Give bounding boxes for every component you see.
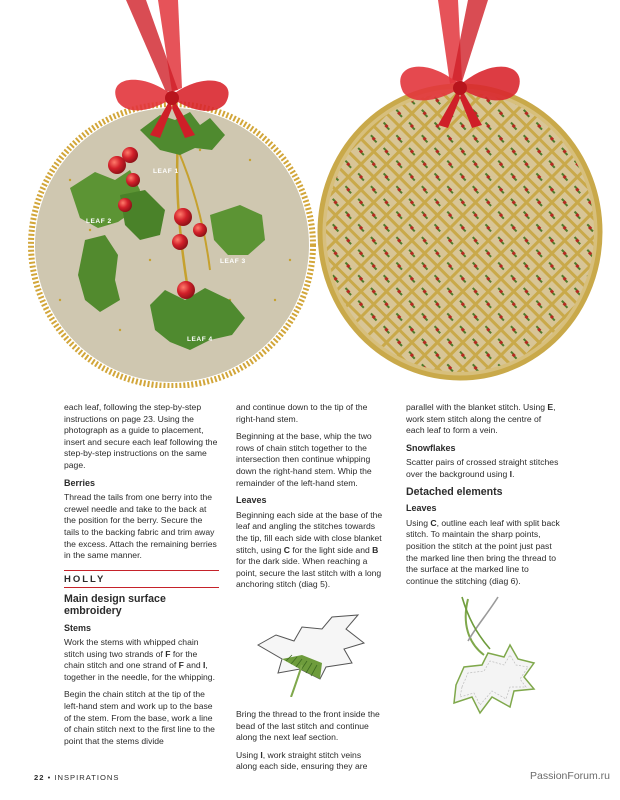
leaf-2-label: LEAF 2 (86, 218, 112, 225)
detached-leaves-heading: Leaves (406, 503, 437, 514)
holly-section-heading: HOLLY (64, 570, 219, 589)
stems-paragraph-2: Begin the chain stitch at the tip of the left-hand stem and work up to the base of the stem. From the base, work a line of chain stitch next to the first line to the point that the stems divide (64, 689, 215, 746)
column-2 (236, 402, 384, 779)
whip-paragraph: Beginning at the base, whip the two rows of chain stitch together to the intersection then continue whipping down the right-hand stem. Whip the remainder of the left-hand stem. (236, 431, 372, 488)
leaves-paragraph: Beginning each side at the base of the leaf and angling the stitches towards the tip, fill each side with close blanket stitch, using C for the light side and B for the dark side. When reaching a point, secure the last stitch with a long anchoring stitch (diag 5). (236, 509, 383, 590)
berries-paragraph: Thread the tails from one berry into the crewel needle and take to the back at the position for the berry. Secure the tails to the backing fabric and trim away the excess. Attach the remaining berries in the same manner. (64, 492, 217, 561)
ornaments-illustration (0, 0, 620, 388)
column-3 (406, 402, 562, 733)
leaf-4-label: LEAF 4 (187, 336, 213, 343)
veins-paragraph: Using I, work straight stitch veins along each side, ensuring they are (236, 749, 368, 772)
leaf-3-label: LEAF 3 (220, 258, 246, 265)
snowflakes-paragraph: Scatter pairs of crossed straight stitches over the background using I. (406, 457, 559, 479)
ornaments-photo (0, 0, 620, 388)
intro-paragraph: each leaf, following the step-by-step instructions on page 23. Using the photograph as a guide to placement, insert and secure each leaf following the step-by-step instructions on the same page. (64, 402, 218, 470)
berries-heading: Berries (64, 477, 96, 488)
diagram-5 (236, 597, 384, 697)
stems-continue-paragraph: and continue down to the tip of the right-hand stem. (236, 402, 368, 424)
stem-vein-paragraph: parallel with the blanket stitch. Using E, work stem stitch along the centre of each leaf to form a vein. (406, 402, 556, 436)
detached-leaves-paragraph: Using C, outline each leaf with split back stitch. To maintain the sharp points, position the stitch at the point just past the marked line then bring the thread to the surface at the marked line to continue the stitching (diag 6). (406, 517, 560, 586)
diag-5-illustration (236, 597, 384, 697)
snowflakes-heading: Snowflakes (406, 442, 456, 453)
magazine-name: INSPIRATIONS (54, 773, 120, 782)
folio-separator: • (47, 773, 52, 782)
page-folio (34, 773, 119, 782)
left-ornament (31, 0, 313, 386)
diag-6-illustration (406, 593, 562, 733)
stems-heading: Stems (64, 622, 92, 633)
main-design-heading: Main design surface embroidery (64, 593, 166, 617)
stems-paragraph-1: Work the stems with whipped chain stitch using two strands of F for the chain stitch and one strand of F and I, together in the needle, for the whipping. (64, 637, 215, 682)
leaf-1-label: LEAF 1 (153, 168, 179, 175)
detached-elements-heading: Detached elements (406, 485, 503, 498)
watermark: PassionForum.ru (530, 770, 610, 782)
column-1 (64, 402, 219, 753)
page-number: 22 (34, 773, 45, 782)
right-ornament (320, 0, 600, 378)
diagram-6 (406, 593, 562, 733)
bring-thread-paragraph: Bring the thread to the front inside the bead of the last stitch and continue along the next leaf section. (236, 708, 380, 743)
leaves-heading: Leaves (236, 495, 267, 506)
